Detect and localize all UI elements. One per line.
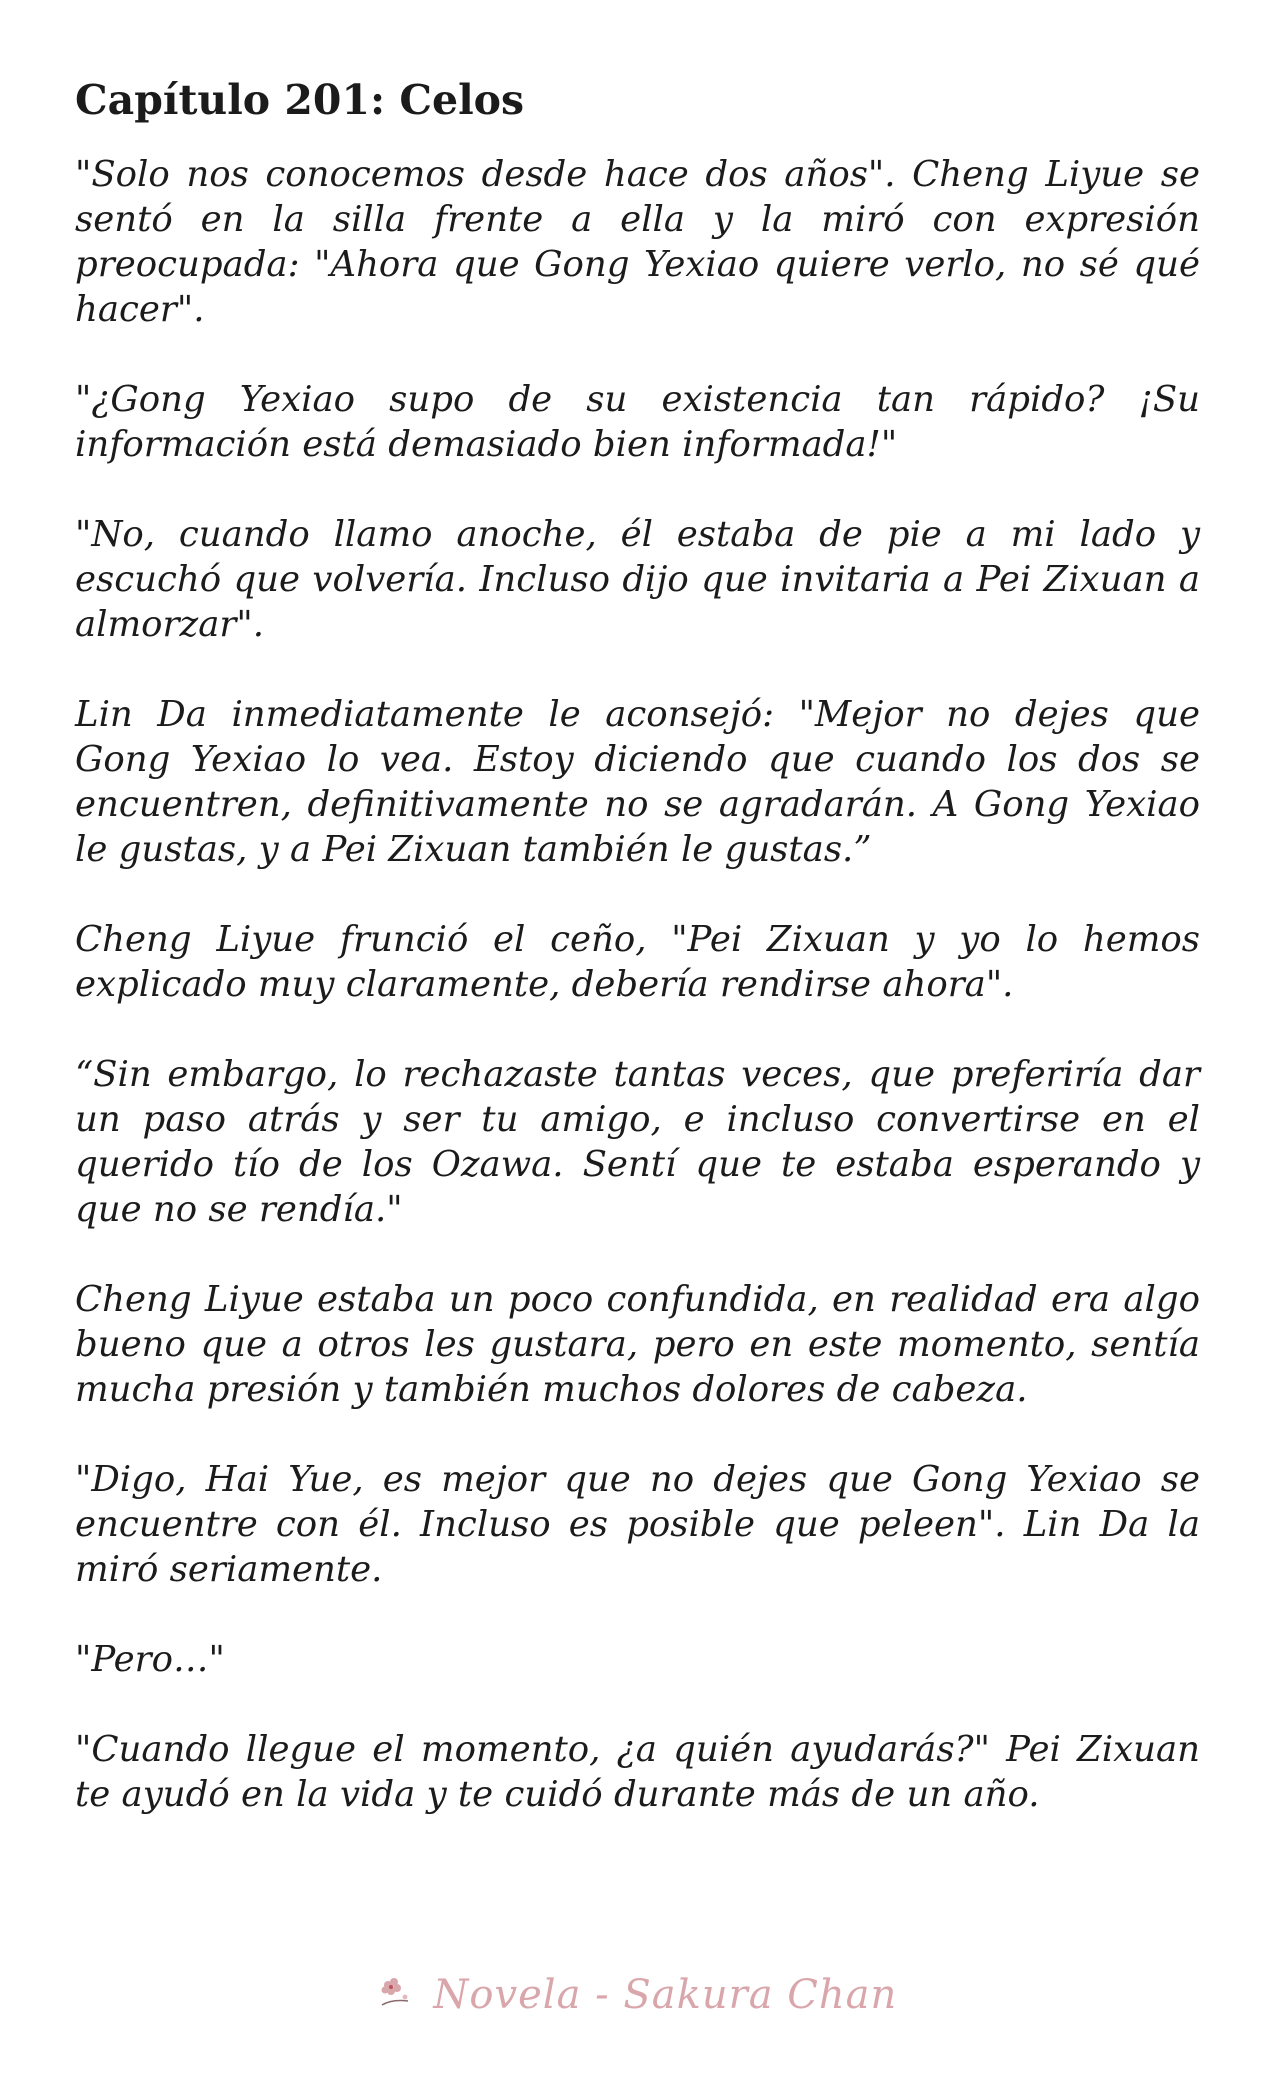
chapter-title: Capítulo 201: Celos bbox=[75, 76, 525, 124]
paragraph-3: "No, cuando llamo anoche, él estaba de pie a mi lado y escuchó que volvería. Incluso dijo que invitaria a Pei Zixuan a almorzar". bbox=[75, 514, 1200, 645]
paragraph-2: "¿Gong Yexiao supo de su existencia tan rápido? ¡Su información está demasiado bien informada!" bbox=[75, 379, 1200, 465]
paragraph-10: "Cuando llegue el momento, ¿a quién ayudarás?" Pei Zixuan te ayudó en la vida y te cuidó durante más de un año. bbox=[75, 1729, 1200, 1815]
watermark-text: Novela - Sakura Chan bbox=[433, 1972, 898, 2018]
chapter-page bbox=[75, 70, 1200, 1862]
paragraph-4: Lin Da inmediatamente le aconsejó: "Mejor no dejes que Gong Yexiao lo vea. Estoy diciendo que cuando los dos se encuentren, definitivamente no se agradarán. A Gong Yexiao le gustas, y a Pei Zixuan también le gustas.” bbox=[75, 694, 1200, 870]
chapter-body bbox=[75, 152, 1200, 1817]
paragraph-5: Cheng Liyue frunció el ceño, "Pei Zixuan y yo lo hemos explicado muy claramente, debería rendirse ahora". bbox=[75, 919, 1200, 1005]
sakura-blossom-icon bbox=[378, 1971, 412, 2017]
paragraph-1: "Solo nos conocemos desde hace dos años". Cheng Liyue se sentó en la silla frente a ella y la miró con expresión preocupada: "Ahora que Gong Yexiao quiere verlo, no sé qué hacer". bbox=[75, 154, 1200, 330]
watermark bbox=[0, 1972, 1275, 2018]
paragraph-6: “Sin embargo, lo rechazaste tantas veces, que preferiría dar un paso atrás y ser tu amigo, e incluso convertirse en el querido tío de los Ozawa. Sentí que te estaba esperando y que no se rendía." bbox=[75, 1054, 1200, 1230]
paragraph-9: "Pero…" bbox=[75, 1639, 225, 1680]
paragraph-7: Cheng Liyue estaba un poco confundida, en realidad era algo bueno que a otros les gustara, pero en este momento, sentía mucha presión y también muchos dolores de cabeza. bbox=[75, 1279, 1200, 1410]
paragraph-8: "Digo, Hai Yue, es mejor que no dejes que Gong Yexiao se encuentre con él. Incluso es posible que peleen". Lin Da la miró seriamente. bbox=[75, 1459, 1200, 1590]
